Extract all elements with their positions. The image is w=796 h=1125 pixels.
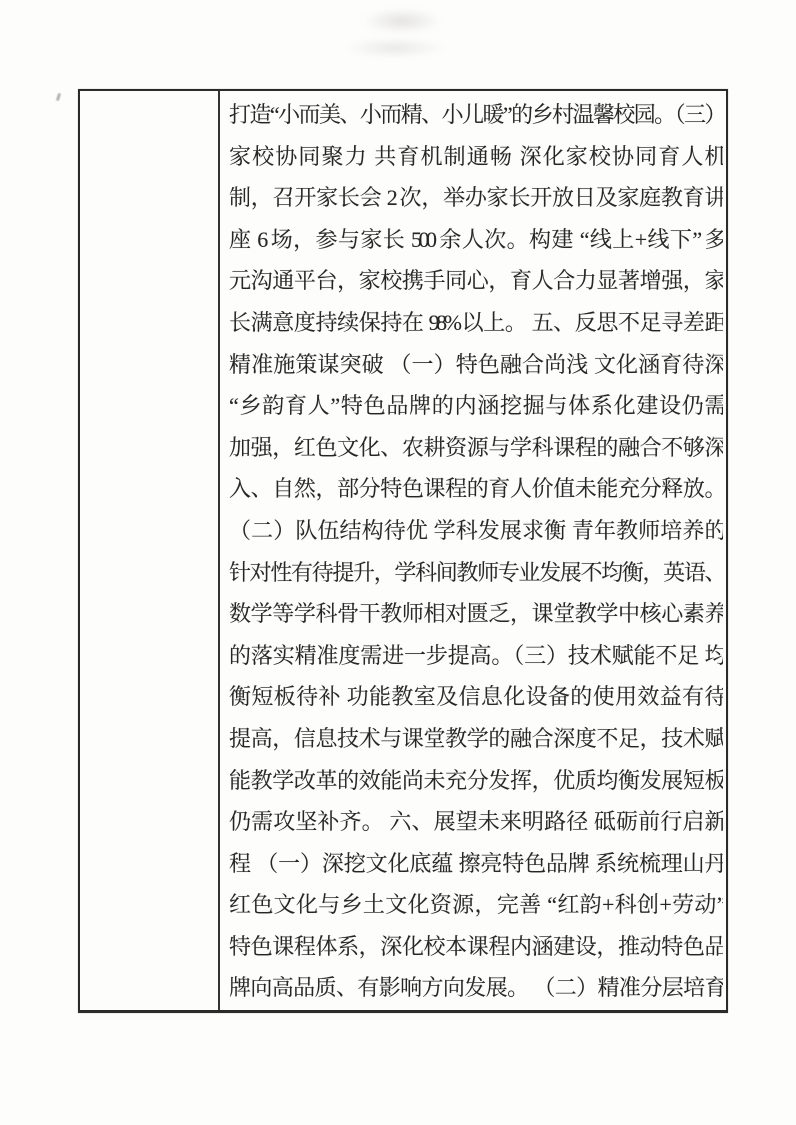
text-line: 程 （一）深挖文化底蕴 擦亮特色品牌 系统梳理山丹 [229,850,723,876]
scan-artifact-mark [56,93,61,102]
scan-artifact-smudge [345,38,445,58]
text-line: 针对性有待提升，学科间教师专业发展不均衡，英语、 [229,559,723,585]
text-line: 牌向高品质、有影响方向发展。 （二）精准分层培育 [229,975,723,1001]
text-line: 红色文化与乡土文化资源，完善 “红韵+科创+劳动” [229,892,723,918]
text-line: 元沟通平台，家校携手同心，育人合力显著增强，家 [229,268,723,294]
scan-artifact-smudge [362,8,442,34]
text-line: 座 6 场，参与家长 500 余人次。构建 “线上+线下” 多 [229,226,723,252]
table-label-cell-empty [80,91,220,1010]
text-line: 精准施策谋突破 （一）特色融合尚浅 文化涵育待深 [229,351,723,377]
text-line: “乡韵育人”特色品牌的内涵挖掘与体系化建设仍需 [229,393,723,419]
report-text-block [229,94,723,1009]
table-content-cell [220,91,726,1010]
report-table-row [78,89,728,1013]
text-line: 加强，红色文化、农耕资源与学科课程的融合不够深 [229,434,723,460]
text-line: 的落实精准度需进一步提高。（三）技术赋能不足 均 [229,642,723,668]
text-line: 制，召开家长会 2 次，举办家长开放日及家庭教育讲 [229,185,723,211]
text-line: （二）队伍结构待优 学科发展求衡 青年教师培养的 [229,517,723,543]
text-line: 数学等学科骨干教师相对匮乏，课堂教学中核心素养 [229,601,723,627]
text-line: 衡短板待补 功能教室及信息化设备的使用效益有待 [229,684,723,710]
text-line: 打造“小而美、小而精、小儿暖”的乡村温馨校园。（三） [229,102,723,127]
text-line: 提高，信息技术与课堂教学的融合深度不足，技术赋 [229,725,723,751]
text-line: 入、自然，部分特色课程的育人价值未能充分释放。 [229,476,723,502]
text-line: 家校协同聚力 共育机制通畅 深化家校协同育人机 [229,143,723,169]
text-line: 长满意度持续保持在 98%以上。 五、反思不足寻差距 [229,309,723,335]
text-line: 特色课程体系，深化校本课程内涵建设，推动特色品 [229,933,723,959]
text-line: 能教学改革的效能尚未充分发挥，优质均衡发展短板 [229,767,723,793]
text-line: 仍需攻坚补齐。 六、展望未来明路径 砥砺前行启新 [229,809,723,835]
